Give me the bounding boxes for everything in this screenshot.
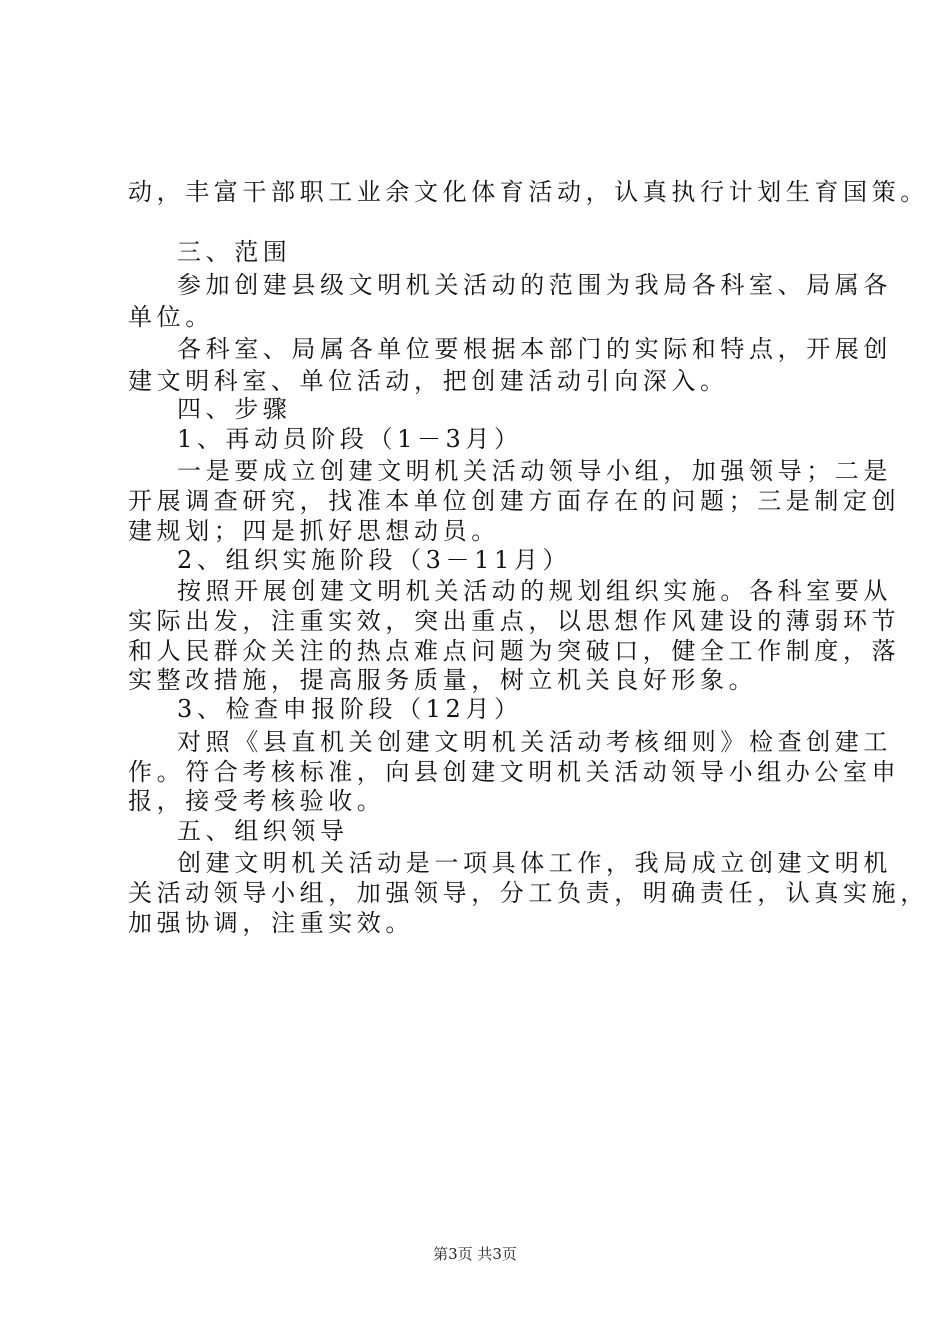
- paragraph-line: 创建文明机关活动是一项具体工作，我局成立创建文明机: [177, 849, 892, 877]
- step-title: 3、检查申报阶段（12月）: [177, 695, 523, 723]
- paragraph-line: 开展调查研究，找准本单位创建方面存在的问题；三是制定创: [128, 487, 901, 515]
- paragraph-line: 和人民群众关注的热点难点问题为突破口，健全工作制度，落: [128, 637, 901, 665]
- continuation-line: 动，丰富干部职工业余文化体育活动，认真执行计划生育国策。: [128, 178, 929, 206]
- step-title: 2、组织实施阶段（3－11月）: [177, 546, 572, 574]
- paragraph-line: 建文明科室、单位活动，把创建活动引向深入。: [128, 367, 729, 395]
- paragraph-line: 单位。: [128, 303, 214, 331]
- paragraph-line: 实整改措施，提高服务质量，树立机关良好形象。: [128, 666, 758, 694]
- paragraph-line: 报，接受考核验收。: [128, 787, 386, 815]
- section-heading-organization: 五、组织领导: [177, 817, 349, 845]
- page-number-footer: 第3页 共3页: [433, 1245, 517, 1263]
- paragraph-line: 按照开展创建文明机关活动的规划组织实施。各科室要从: [177, 577, 892, 605]
- paragraph-line: 对照《县直机关创建文明机关活动考核细则》检查创建工: [177, 728, 892, 756]
- paragraph-line: 实际出发，注重实效，突出重点，以思想作风建设的薄弱环节: [128, 607, 901, 635]
- section-heading-scope: 三、范围: [177, 238, 292, 266]
- section-heading-steps: 四、步骤: [177, 395, 292, 423]
- paragraph-line: 各科室、局属各单位要根据本部门的实际和特点，开展创: [177, 335, 892, 363]
- paragraph-line: 一是要成立创建文明机关活动领导小组，加强领导；二是: [177, 457, 892, 485]
- paragraph-line: 参加创建县级文明机关活动的范围为我局各科室、局属各: [177, 271, 892, 299]
- paragraph-line: 作。符合考核标准，向县创建文明机关活动领导小组办公室申: [128, 758, 901, 786]
- step-title: 1、再动员阶段（1－3月）: [177, 425, 523, 453]
- paragraph-line: 关活动领导小组，加强领导，分工负责，明确责任，认真实施，: [128, 879, 929, 907]
- paragraph-line: 建规划；四是抓好思想动员。: [128, 517, 500, 545]
- paragraph-line: 加强协调，注重实效。: [128, 909, 414, 937]
